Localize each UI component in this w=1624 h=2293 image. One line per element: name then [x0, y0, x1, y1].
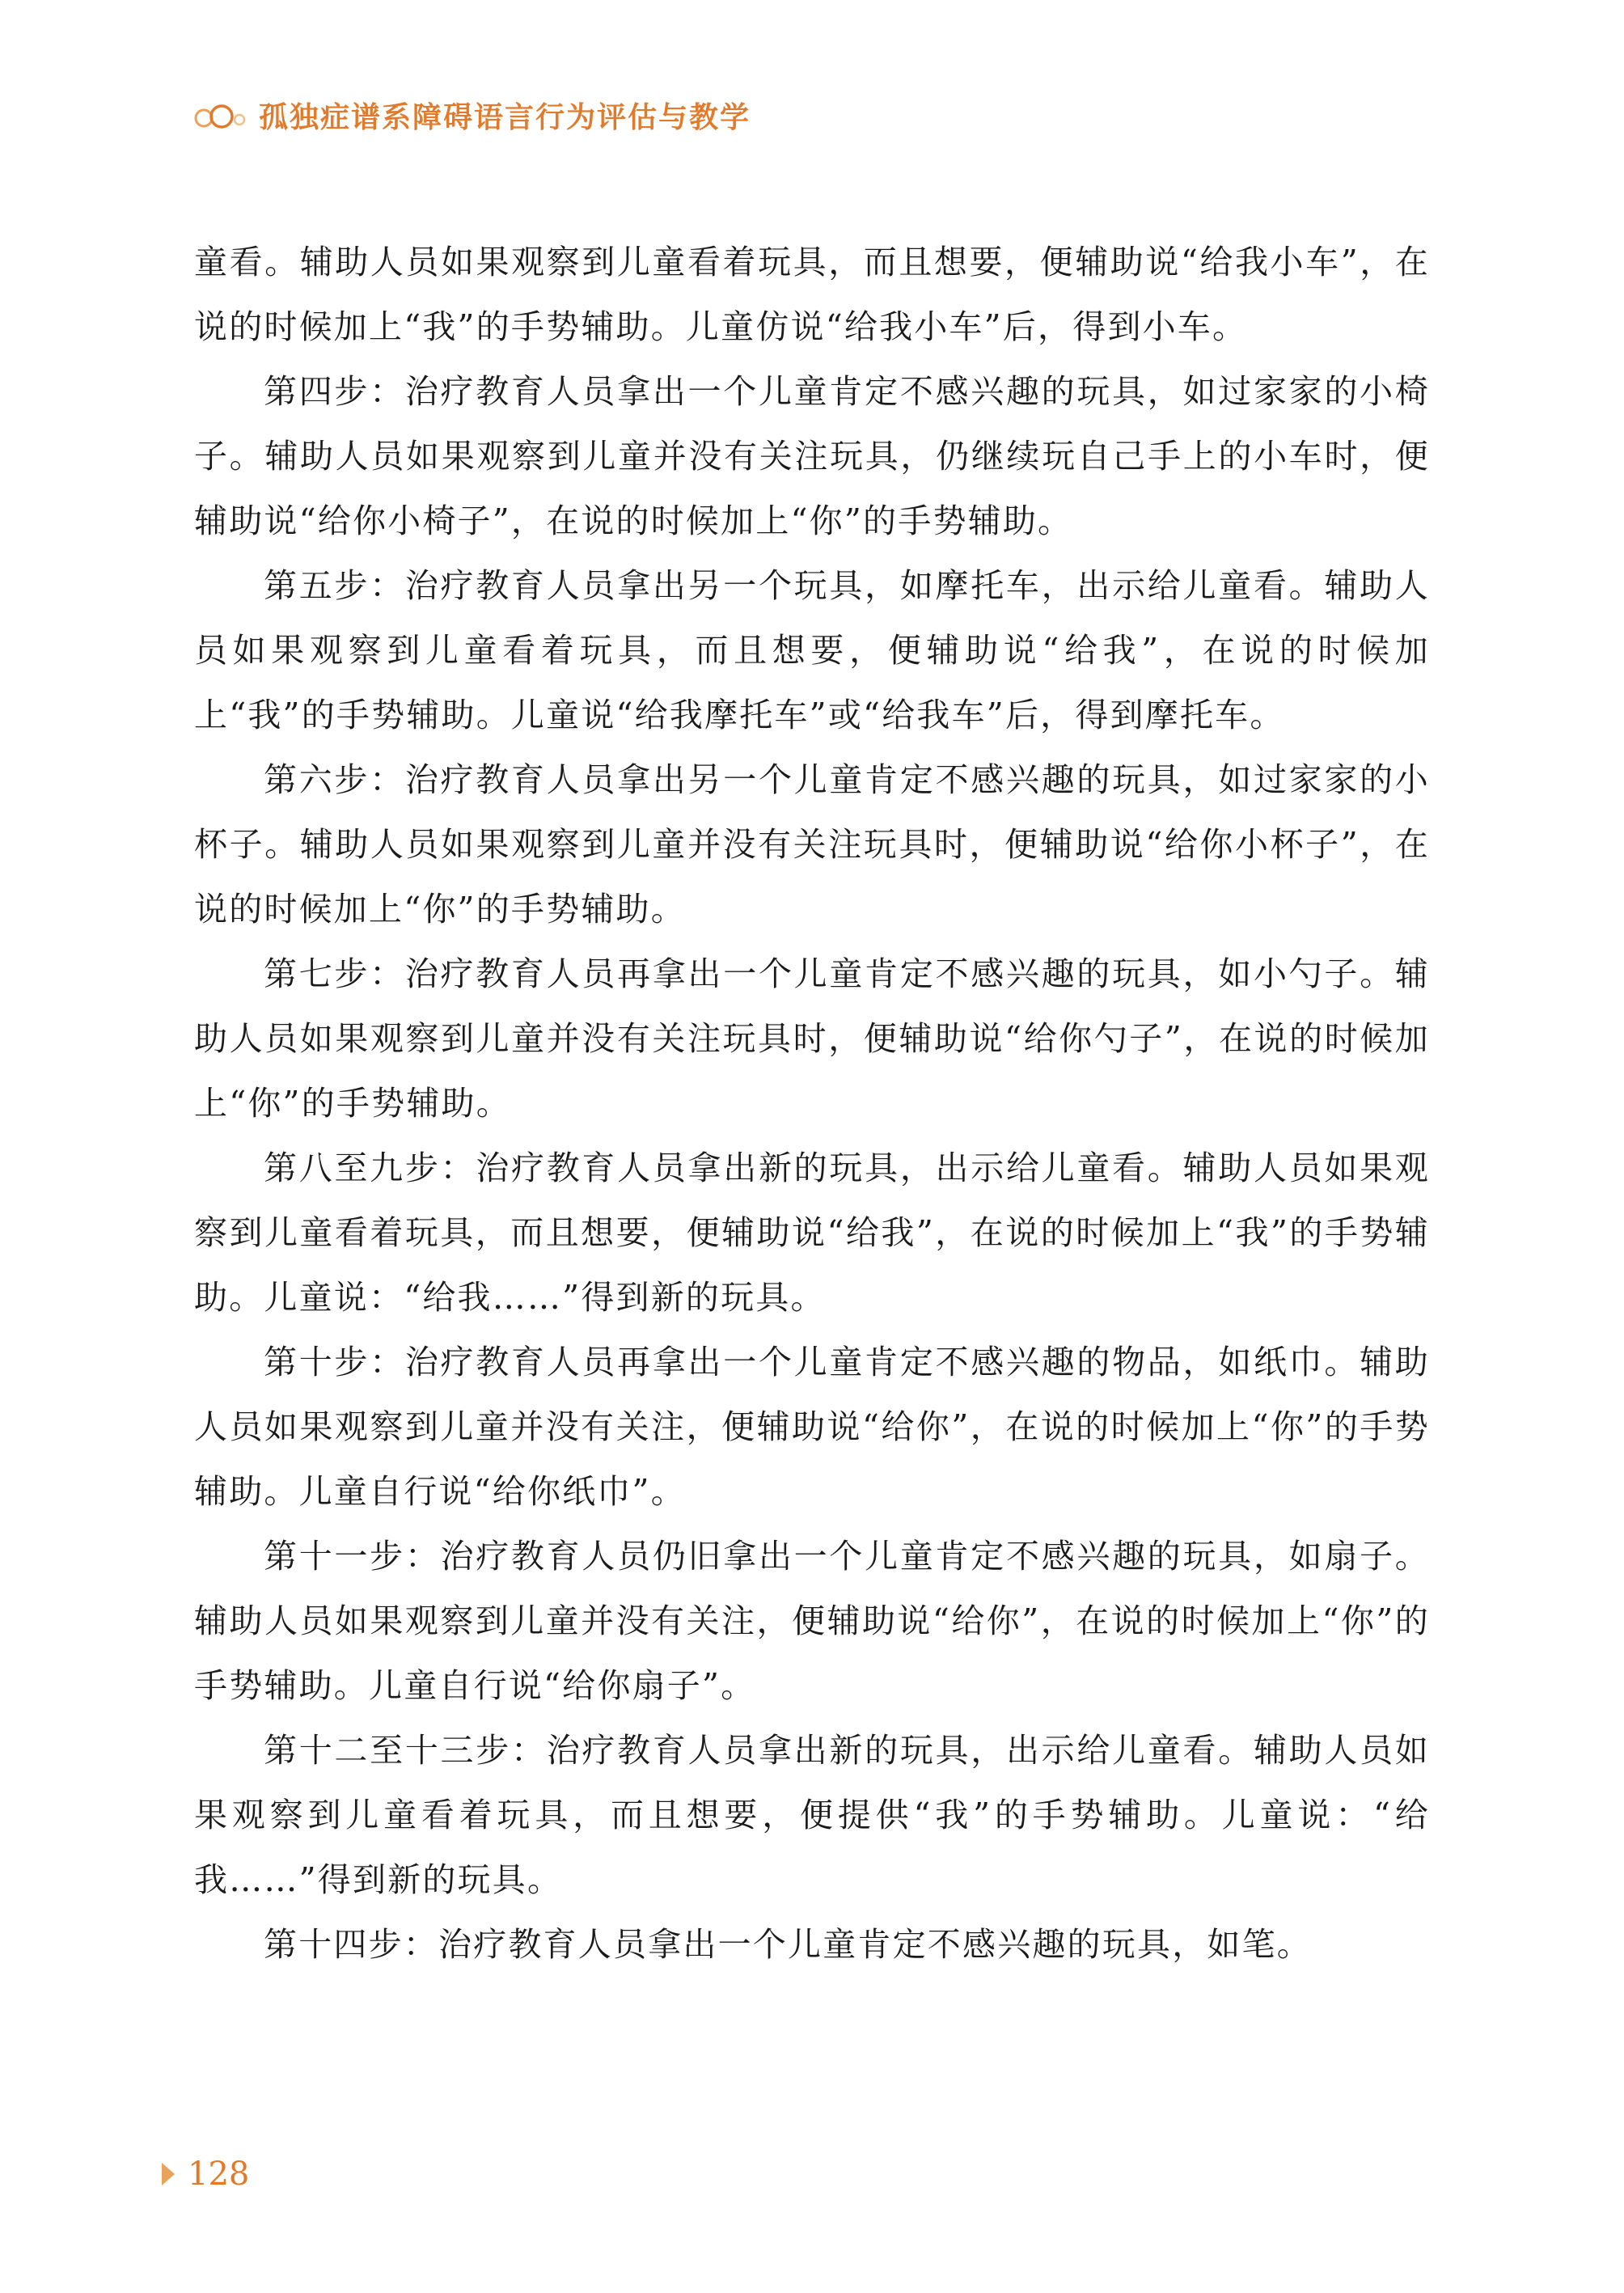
paragraph: 童看。辅助人员如果观察到儿童看着玩具，而且想要，便辅助说“给我小车”，在说的时候加上“我”的手势辅助。儿童仿说“给我小车”后，得到小车。	[194, 243, 1430, 346]
page-number: 128	[188, 2156, 250, 2193]
paragraph-step-6: 第六步：治疗教育人员拿出另一个儿童肯定不感兴趣的玩具，如过家家的小杯子。辅助人员如果观察到儿童并没有关注玩具时，便辅助说“给你小杯子”，在说的时候加上“你”的手势辅助。	[194, 760, 1430, 929]
book-title: 孤独症谱系障碍语言行为评估与教学	[259, 101, 751, 134]
paragraph-step-5: 第五步：治疗教育人员拿出另一个玩具，如摩托车，出示给儿童看。辅助人员如果观察到儿童看着玩具，而且想要，便辅助说“给我”，在说的时候加上“我”的手势辅助。儿童说“给我摩托车”或“给我车”后，得到摩托车。	[194, 566, 1430, 734]
paragraph-step-4: 第四步：治疗教育人员拿出一个儿童肯定不感兴趣的玩具，如过家家的小椅子。辅助人员如果观察到儿童并没有关注玩具，仍继续玩自己手上的小车时，便辅助说“给你小椅子”，在说的时候加上“你”的手势辅助。	[194, 372, 1430, 540]
page-footer	[162, 2156, 250, 2193]
running-header	[191, 94, 751, 142]
paragraph-step-14: 第十四步：治疗教育人员拿出一个儿童肯定不感兴趣的玩具，如笔。	[264, 1925, 1312, 1964]
paragraph-step-12-13: 第十二至十三步：治疗教育人员拿出新的玩具，出示给儿童看。辅助人员如果观察到儿童看着玩具，而且想要，便提供“我”的手势辅助。儿童说：“给我……”得到新的玩具。	[194, 1731, 1430, 1899]
page-marker-triangle-icon	[162, 2163, 175, 2185]
double-circle-ornament-icon	[191, 102, 247, 134]
paragraph-step-11: 第十一步：治疗教育人员仍旧拿出一个儿童肯定不感兴趣的玩具，如扇子。辅助人员如果观察到儿童并没有关注，便辅助说“给你”，在说的时候加上“你”的手势辅助。儿童自行说“给你扇子”。	[194, 1537, 1430, 1705]
paragraph-step-7: 第七步：治疗教育人员再拿出一个儿童肯定不感兴趣的玩具，如小勺子。辅助人员如果观察到儿童并没有关注玩具时，便辅助说“给你勺子”，在说的时候加上“你”的手势辅助。	[194, 954, 1430, 1123]
paragraph-step-10: 第十步：治疗教育人员再拿出一个儿童肯定不感兴趣的物品，如纸巾。辅助人员如果观察到儿童并没有关注，便辅助说“给你”，在说的时候加上“你”的手势辅助。儿童自行说“给你纸巾”。	[194, 1343, 1430, 1511]
body-text	[194, 230, 1430, 1977]
paragraph-step-8-9: 第八至九步：治疗教育人员拿出新的玩具，出示给儿童看。辅助人员如果观察到儿童看着玩具，而且想要，便辅助说“给我”，在说的时候加上“我”的手势辅助。儿童说：“给我……”得到新的玩具。	[194, 1149, 1430, 1317]
